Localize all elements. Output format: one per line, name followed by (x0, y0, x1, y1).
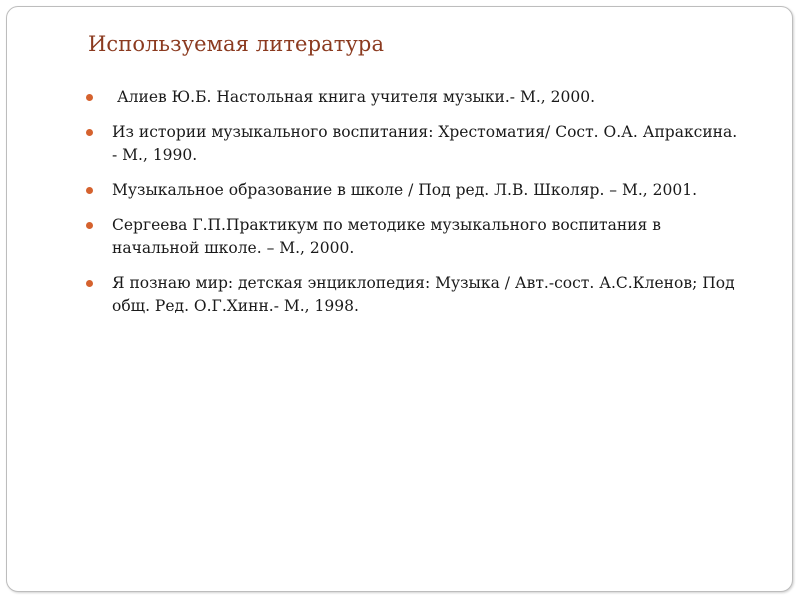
list-item-text: Сергеева Г.П.Практикум по методике музыкального воспитания в начальной школе. – М., 2000. (112, 216, 661, 257)
bullet-icon (86, 222, 93, 229)
bullet-icon (86, 280, 93, 287)
list-item-text: Из истории музыкального воспитания: Хрестоматия/ Сост. О.А. Апраксина. - М., 1990. (112, 123, 738, 164)
bullet-icon (86, 187, 93, 194)
list-item-text: Я познаю мир: детская энциклопедия: Музыка / Авт.-сост. А.С.Кленов; Под общ. Ред. О.Г.Хинн.- М., 1998. (112, 274, 735, 315)
slide-title: Используемая литература (88, 32, 385, 56)
bullet-icon (86, 94, 93, 101)
list-item (86, 121, 746, 167)
list-item-text: Алиев Ю.Б. Настольная книга учителя музыки.- М., 2000. (112, 88, 595, 106)
list-item (86, 179, 746, 202)
bibliography-list (86, 86, 746, 330)
list-item (86, 214, 746, 260)
list-item (86, 272, 746, 318)
bullet-icon (86, 129, 93, 136)
list-item (86, 86, 746, 109)
list-item-text: Музыкальное образование в школе / Под ред. Л.В. Школяр. – М., 2001. (112, 181, 698, 199)
